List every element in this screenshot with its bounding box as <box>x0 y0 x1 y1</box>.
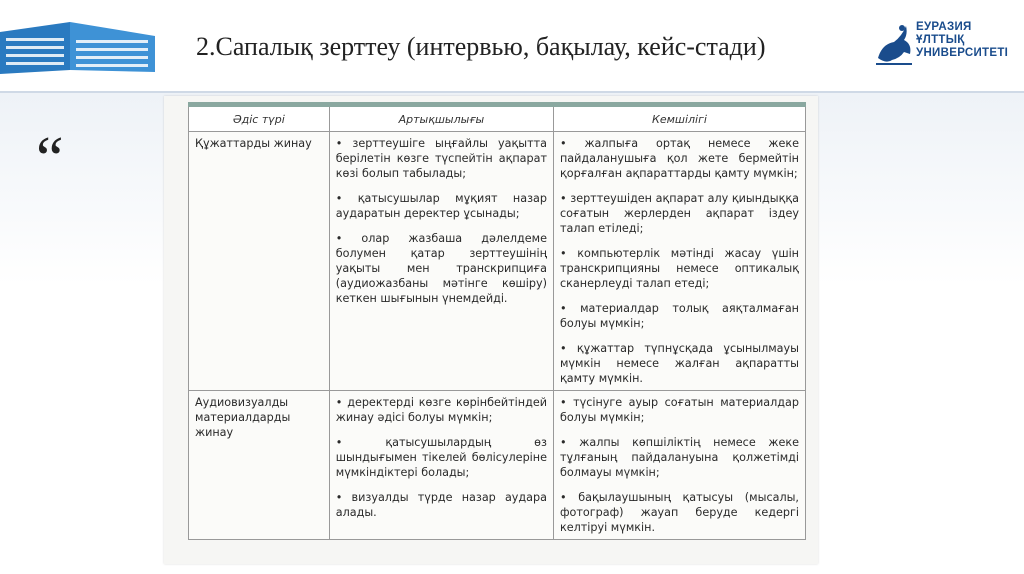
disadvantages-cell: • түсінуге ауыр соғатын материалдар болуы мүмкін; • жалпы көпшіліктің немесе жеке тұлғаның пайдалануына қолжетімді болмауы мүмкін; • бақылаушының қатысуы (мысалы, фотограф) жауап беруде кедергі келтіруі мүмкін. <box>553 391 805 540</box>
header-method-type: Әдіс түрі <box>189 105 330 132</box>
advantages-cell: • деректерді көзге көрінбейтіндей жинау әдісі болуы мүмкін; • қатысушылардың өз шындығымен тікелей бөлісулеріне мүмкіндіктері болады; • визуалды түрде назар аудара алады. <box>329 391 553 540</box>
method-cell: Құжаттарды жинау <box>189 132 330 391</box>
building-logo-icon <box>0 18 155 74</box>
university-logo <box>872 18 1012 70</box>
advantages-cell: • зерттеушіге ыңғайлы уақытта берілетін көзге түспейтін ақпарат көзі болып табылады; • қатысушылар мұқият назар аударатын деректер ұсынады; • олар жазбаша дәлелдеме болумен қатар зерттеушінің уақыты мен транскрипциға (аудиожазбаны мәтінге көшіру) кеткен шығынын үнемдейді. <box>329 132 553 391</box>
quote-mark: “ <box>36 125 64 193</box>
table-row-audiovisual <box>189 391 806 540</box>
horseman-emblem-icon <box>872 18 916 68</box>
header-disadvantages: Кемшілігі <box>553 105 805 132</box>
disadvantages-cell: • жалпыға ортақ немесе жеке пайдаланушыға қол жете бермейтін қорғалған ақпараттарды қамту мүмкін; • зерттеушіден ақпарат алу қиындыққа соғатын жерлерден ақпарат іздеу талап етіледі; • компьютерлік мәтінді жасау үшін транскрипцияны немесе оптикалық сканерлеуді талап етеді; • материалдар толық аяқталмаған болуы мүмкін; • құжаттар түпнұсқада ұсынылмауы мүмкін немесе жалған ақпаратты қамту мүмкін. <box>553 132 805 391</box>
header-advantages: Артықшылығы <box>329 105 553 132</box>
table-header-row <box>189 105 806 132</box>
page-title: 2.Сапалық зерттеу (интервью, бақылау, кейс-стади) <box>196 32 766 61</box>
method-cell: Аудиовизуалды материалдарды жинау <box>189 391 330 540</box>
methods-table <box>188 102 806 540</box>
table-row-documents <box>189 132 806 391</box>
university-name: ЕУРАЗИЯ ҰЛТТЫҚ УНИВЕРСИТЕТІ <box>916 21 1009 59</box>
